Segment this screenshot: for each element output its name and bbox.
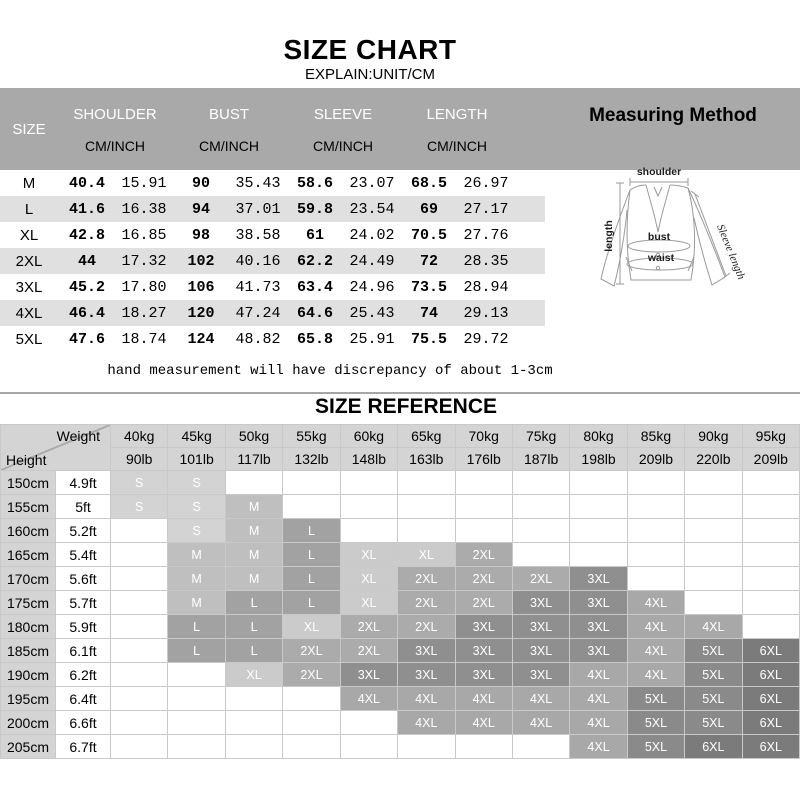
recommended-size-cell: XL	[341, 591, 398, 615]
recommended-size-cell: S	[168, 495, 225, 519]
jacket-length-label: length	[603, 220, 615, 252]
bust-cm-value: 120	[187, 304, 215, 322]
recommended-size-cell: 3XL	[398, 639, 455, 663]
empty-cell	[743, 567, 800, 591]
bust-cm-value: 90	[191, 174, 210, 192]
empty-cell	[341, 711, 398, 735]
empty-cell	[283, 711, 340, 735]
weight-lb-header: 117lb	[226, 448, 283, 471]
recommended-size-cell: 3XL	[398, 663, 455, 687]
empty-cell	[513, 543, 570, 567]
empty-cell	[398, 471, 455, 495]
empty-cell	[685, 567, 742, 591]
recommended-size-cell: 2XL	[398, 591, 455, 615]
weight-kg-header: 90kg	[685, 425, 742, 448]
recommended-size-cell: 2XL	[341, 639, 398, 663]
recommended-size-cell: 4XL	[628, 615, 685, 639]
recommended-size-cell: 6XL	[743, 687, 800, 711]
empty-cell	[168, 663, 225, 687]
shoulder-inch-value: 16.38	[121, 200, 167, 218]
empty-cell	[628, 567, 685, 591]
size-chart-row	[0, 248, 545, 274]
height-cm-label: 170cm	[1, 567, 56, 591]
recommended-size-cell: 2XL	[456, 543, 513, 567]
measuring-method-title: Measuring Method	[589, 104, 757, 126]
height-ft-label: 4.9ft	[56, 471, 111, 495]
corner-cell	[1, 425, 111, 471]
empty-cell	[226, 735, 283, 759]
shoulder-inch-value: 16.85	[121, 226, 167, 244]
shoulder-inch-value: 18.27	[121, 304, 167, 322]
empty-cell	[283, 735, 340, 759]
shoulder-cm-value: 42.8	[68, 226, 105, 244]
empty-cell	[628, 519, 685, 543]
shoulder-cm-value: 45.2	[68, 278, 105, 296]
size-value: M	[22, 174, 36, 192]
empty-cell	[111, 735, 168, 759]
recommended-size-cell: 3XL	[456, 639, 513, 663]
sleeve-cm-value: 59.8	[296, 200, 333, 218]
recommended-size-cell: S	[168, 519, 225, 543]
recommended-size-cell: 4XL	[513, 687, 570, 711]
recommended-size-cell: 5XL	[628, 687, 685, 711]
recommended-size-cell: M	[226, 495, 283, 519]
recommended-size-cell: 3XL	[513, 615, 570, 639]
recommended-size-cell: L	[226, 591, 283, 615]
unit-header-sleeve: CM/INCH	[313, 138, 373, 154]
shoulder-cm-value: 44	[77, 252, 96, 270]
empty-cell	[513, 519, 570, 543]
empty-cell	[111, 615, 168, 639]
bust-cm-value: 94	[191, 200, 210, 218]
recommended-size-cell: 5XL	[685, 711, 742, 735]
empty-cell	[341, 471, 398, 495]
height-cm-label: 205cm	[1, 735, 56, 759]
size-reference-table	[0, 424, 800, 759]
recommended-size-cell: S	[111, 495, 168, 519]
recommended-size-cell: 2XL	[398, 567, 455, 591]
length-cm-value: 75.5	[410, 330, 447, 348]
height-ft-label: 5.4ft	[56, 543, 111, 567]
recommended-size-cell: 3XL	[570, 615, 627, 639]
height-cm-label: 150cm	[1, 471, 56, 495]
weight-kg-header: 65kg	[398, 425, 455, 448]
height-axis-label: Height	[6, 452, 47, 468]
empty-cell	[341, 519, 398, 543]
size-chart-row	[0, 170, 545, 196]
recommended-size-cell: 4XL	[685, 615, 742, 639]
empty-cell	[168, 735, 225, 759]
recommended-size-cell: 5XL	[685, 687, 742, 711]
empty-cell	[398, 495, 455, 519]
height-cm-label: 165cm	[1, 543, 56, 567]
empty-cell	[111, 687, 168, 711]
shoulder-inch-value: 15.91	[121, 174, 167, 192]
recommended-size-cell: L	[168, 615, 225, 639]
recommended-size-cell: XL	[341, 543, 398, 567]
recommended-size-cell: 4XL	[398, 711, 455, 735]
recommended-size-cell: 2XL	[456, 567, 513, 591]
empty-cell	[685, 495, 742, 519]
empty-cell	[456, 471, 513, 495]
column-header-shoulder: SHOULDER	[73, 105, 157, 123]
recommended-size-cell: 2XL	[341, 615, 398, 639]
bust-inch-value: 37.01	[235, 200, 281, 218]
height-ft-label: 5.6ft	[56, 567, 111, 591]
recommended-size-cell: 4XL	[628, 591, 685, 615]
height-cm-label: 160cm	[1, 519, 56, 543]
recommended-size-cell: 6XL	[743, 711, 800, 735]
weight-lb-header: 220lb	[685, 448, 742, 471]
recommended-size-cell: 2XL	[456, 591, 513, 615]
shoulder-inch-value: 17.32	[121, 252, 167, 270]
weight-kg-header: 70kg	[456, 425, 513, 448]
weight-lb-header: 148lb	[341, 448, 398, 471]
bust-cm-value: 98	[191, 226, 210, 244]
height-cm-label: 175cm	[1, 591, 56, 615]
jacket-diagram	[558, 158, 798, 363]
length-inch-value: 27.76	[463, 226, 509, 244]
empty-cell	[570, 471, 627, 495]
length-cm-value: 68.5	[410, 174, 447, 192]
bust-inch-value: 41.73	[235, 278, 281, 296]
empty-cell	[570, 543, 627, 567]
empty-cell	[283, 687, 340, 711]
length-inch-value: 29.72	[463, 330, 509, 348]
shoulder-cm-value: 40.4	[68, 174, 105, 192]
height-ft-label: 5ft	[56, 495, 111, 519]
unit-header-bust: CM/INCH	[199, 138, 259, 154]
bust-cm-value: 102	[187, 252, 215, 270]
empty-cell	[283, 471, 340, 495]
weight-kg-header: 95kg	[743, 425, 800, 448]
recommended-size-cell: L	[168, 639, 225, 663]
empty-cell	[743, 495, 800, 519]
empty-cell	[456, 735, 513, 759]
recommended-size-cell: 6XL	[685, 735, 742, 759]
empty-cell	[111, 711, 168, 735]
weight-kg-header: 80kg	[570, 425, 627, 448]
recommended-size-cell: 3XL	[456, 663, 513, 687]
empty-cell	[111, 663, 168, 687]
recommended-size-cell: 4XL	[513, 711, 570, 735]
empty-cell	[398, 735, 455, 759]
bust-cm-value: 106	[187, 278, 215, 296]
height-ft-label: 6.2ft	[56, 663, 111, 687]
recommended-size-cell: 6XL	[743, 735, 800, 759]
length-inch-value: 29.13	[463, 304, 509, 322]
size-value: 4XL	[15, 304, 43, 322]
sleeve-inch-value: 24.49	[349, 252, 395, 270]
recommended-size-cell: L	[283, 567, 340, 591]
size-value: XL	[19, 226, 39, 244]
recommended-size-cell: XL	[341, 567, 398, 591]
page-title: SIZE CHART	[283, 34, 457, 65]
size-chart-row	[0, 326, 545, 352]
empty-cell	[743, 615, 800, 639]
weight-kg-header: 75kg	[513, 425, 570, 448]
size-value: 2XL	[15, 252, 43, 270]
recommended-size-cell: 3XL	[513, 663, 570, 687]
weight-kg-header: 60kg	[341, 425, 398, 448]
sleeve-inch-value: 23.54	[349, 200, 395, 218]
height-cm-label: 200cm	[1, 711, 56, 735]
weight-lb-header: 187lb	[513, 448, 570, 471]
empty-cell	[743, 519, 800, 543]
recommended-size-cell: 3XL	[341, 663, 398, 687]
recommended-size-cell: XL	[226, 663, 283, 687]
empty-cell	[111, 591, 168, 615]
unit-header-shoulder: CM/INCH	[85, 138, 145, 154]
empty-cell	[628, 543, 685, 567]
empty-cell	[283, 495, 340, 519]
page-subtitle: EXPLAIN:UNIT/CM	[304, 66, 436, 83]
bust-inch-value: 35.43	[235, 174, 281, 192]
size-chart-row	[0, 222, 545, 248]
size-chart-row	[0, 300, 545, 326]
recommended-size-cell: M	[168, 543, 225, 567]
height-cm-label: 180cm	[1, 615, 56, 639]
shoulder-inch-value: 18.74	[121, 330, 167, 348]
height-cm-label: 185cm	[1, 639, 56, 663]
height-cm-label: 190cm	[1, 663, 56, 687]
weight-axis-label: Weight	[56, 428, 100, 444]
empty-cell	[685, 591, 742, 615]
recommended-size-cell: 2XL	[513, 567, 570, 591]
weight-kg-header: 55kg	[283, 425, 340, 448]
empty-cell	[513, 471, 570, 495]
recommended-size-cell: 6XL	[743, 639, 800, 663]
weight-kg-header: 50kg	[226, 425, 283, 448]
recommended-size-cell: 4XL	[456, 687, 513, 711]
empty-cell	[743, 471, 800, 495]
empty-cell	[628, 495, 685, 519]
length-cm-value: 74	[419, 304, 438, 322]
recommended-size-cell: 5XL	[685, 663, 742, 687]
size-chart-body	[0, 170, 545, 352]
recommended-size-cell: 2XL	[283, 663, 340, 687]
recommended-size-cell: 3XL	[456, 615, 513, 639]
length-inch-value: 28.35	[463, 252, 509, 270]
recommended-size-cell: 3XL	[570, 567, 627, 591]
recommended-size-cell: XL	[283, 615, 340, 639]
measurement-note: hand measurement will have discrepancy of about 1-3cm	[107, 363, 553, 379]
jacket-sleeve-length-label: Sleeve length	[714, 222, 748, 282]
empty-cell	[743, 591, 800, 615]
weight-kg-header: 40kg	[111, 425, 168, 448]
recommended-size-cell: L	[283, 591, 340, 615]
recommended-size-cell: 5XL	[628, 735, 685, 759]
column-header-sleeve: SLEEVE	[313, 105, 373, 123]
empty-cell	[456, 519, 513, 543]
empty-cell	[685, 471, 742, 495]
height-ft-label: 5.9ft	[56, 615, 111, 639]
empty-cell	[226, 687, 283, 711]
bust-inch-value: 38.58	[235, 226, 281, 244]
size-value: L	[24, 200, 34, 218]
length-cm-value: 72	[419, 252, 438, 270]
empty-cell	[570, 519, 627, 543]
recommended-size-cell: 4XL	[628, 639, 685, 663]
size-chart-row	[0, 196, 545, 222]
shoulder-inch-value: 17.80	[121, 278, 167, 296]
sleeve-inch-value: 25.43	[349, 304, 395, 322]
empty-cell	[513, 735, 570, 759]
sleeve-inch-value: 23.07	[349, 174, 395, 192]
height-cm-label: 195cm	[1, 687, 56, 711]
weight-lb-header: 176lb	[456, 448, 513, 471]
sleeve-cm-value: 58.6	[296, 174, 333, 192]
recommended-size-cell: 3XL	[513, 639, 570, 663]
recommended-size-cell: 4XL	[570, 711, 627, 735]
sleeve-cm-value: 64.6	[296, 304, 333, 322]
recommended-size-cell: 4XL	[398, 687, 455, 711]
recommended-size-cell: M	[226, 567, 283, 591]
empty-cell	[341, 735, 398, 759]
recommended-size-cell: M	[226, 519, 283, 543]
sleeve-cm-value: 63.4	[296, 278, 333, 296]
bust-inch-value: 40.16	[235, 252, 281, 270]
recommended-size-cell: 4XL	[570, 687, 627, 711]
height-cm-label: 155cm	[1, 495, 56, 519]
height-ft-label: 6.7ft	[56, 735, 111, 759]
weight-lb-header: 163lb	[398, 448, 455, 471]
empty-cell	[111, 639, 168, 663]
recommended-size-cell: M	[168, 567, 225, 591]
length-cm-value: 70.5	[410, 226, 447, 244]
height-ft-label: 5.2ft	[56, 519, 111, 543]
empty-cell	[456, 495, 513, 519]
sleeve-inch-value: 25.91	[349, 330, 395, 348]
jacket-shoulder-label: shoulder	[636, 166, 682, 178]
empty-cell	[398, 519, 455, 543]
recommended-size-cell: 4XL	[570, 735, 627, 759]
empty-cell	[111, 567, 168, 591]
recommended-size-cell: 3XL	[570, 639, 627, 663]
recommended-size-cell: 4XL	[628, 663, 685, 687]
empty-cell	[743, 543, 800, 567]
weight-lb-header: 101lb	[168, 448, 225, 471]
sleeve-inch-value: 24.02	[349, 226, 395, 244]
empty-cell	[226, 711, 283, 735]
jacket-bust-label: bust	[647, 231, 671, 243]
size-reference-title: SIZE REFERENCE	[314, 395, 498, 418]
height-ft-label: 6.4ft	[56, 687, 111, 711]
empty-cell	[570, 495, 627, 519]
length-inch-value: 26.97	[463, 174, 509, 192]
length-inch-value: 28.94	[463, 278, 509, 296]
empty-cell	[513, 495, 570, 519]
recommended-size-cell: 6XL	[743, 663, 800, 687]
empty-cell	[685, 543, 742, 567]
length-inch-value: 27.17	[463, 200, 509, 218]
column-header-length: LENGTH	[426, 105, 488, 123]
recommended-size-cell: L	[226, 639, 283, 663]
recommended-size-cell: M	[226, 543, 283, 567]
empty-cell	[168, 687, 225, 711]
recommended-size-cell: 2XL	[398, 615, 455, 639]
shoulder-cm-value: 46.4	[68, 304, 105, 322]
length-cm-value: 73.5	[410, 278, 447, 296]
sleeve-inch-value: 24.96	[349, 278, 395, 296]
weight-lb-header: 209lb	[628, 448, 685, 471]
recommended-size-cell: XL	[398, 543, 455, 567]
weight-lb-header: 90lb	[111, 448, 168, 471]
recommended-size-cell: 5XL	[628, 711, 685, 735]
recommended-size-cell: L	[283, 519, 340, 543]
section-divider	[0, 392, 800, 394]
size-chart-row	[0, 274, 545, 300]
size-value: 5XL	[15, 330, 43, 348]
sleeve-cm-value: 62.2	[296, 252, 333, 270]
empty-cell	[685, 519, 742, 543]
empty-cell	[226, 471, 283, 495]
height-ft-label: 5.7ft	[56, 591, 111, 615]
bust-inch-value: 47.24	[235, 304, 281, 322]
recommended-size-cell: 3XL	[513, 591, 570, 615]
recommended-size-cell: 2XL	[283, 639, 340, 663]
recommended-size-cell: 4XL	[570, 663, 627, 687]
bust-cm-value: 124	[187, 330, 215, 348]
empty-cell	[628, 471, 685, 495]
sleeve-cm-value: 61	[305, 226, 324, 244]
recommended-size-cell: 4XL	[456, 711, 513, 735]
shoulder-cm-value: 47.6	[68, 330, 105, 348]
column-header-bust: BUST	[208, 105, 249, 123]
recommended-size-cell: L	[283, 543, 340, 567]
length-cm-value: 69	[419, 200, 438, 218]
shoulder-cm-value: 41.6	[68, 200, 105, 218]
recommended-size-cell: 5XL	[685, 639, 742, 663]
height-ft-label: 6.1ft	[56, 639, 111, 663]
recommended-size-cell: S	[168, 471, 225, 495]
weight-kg-header: 85kg	[628, 425, 685, 448]
weight-lb-header: 132lb	[283, 448, 340, 471]
empty-cell	[111, 543, 168, 567]
recommended-size-cell: 4XL	[341, 687, 398, 711]
weight-kg-header: 45kg	[168, 425, 225, 448]
size-value: 3XL	[15, 278, 43, 296]
unit-header-length: CM/INCH	[427, 138, 487, 154]
jacket-waist-label: waist	[647, 252, 675, 264]
recommended-size-cell: S	[111, 471, 168, 495]
height-ft-label: 6.6ft	[56, 711, 111, 735]
bust-inch-value: 48.82	[235, 330, 281, 348]
column-header-size: SIZE	[12, 120, 46, 138]
weight-lb-header: 198lb	[570, 448, 627, 471]
empty-cell	[168, 711, 225, 735]
empty-cell	[111, 519, 168, 543]
recommended-size-cell: M	[168, 591, 225, 615]
weight-lb-header: 209lb	[743, 448, 800, 471]
recommended-size-cell: L	[226, 615, 283, 639]
sleeve-cm-value: 65.8	[296, 330, 333, 348]
recommended-size-cell: 3XL	[570, 591, 627, 615]
empty-cell	[341, 495, 398, 519]
